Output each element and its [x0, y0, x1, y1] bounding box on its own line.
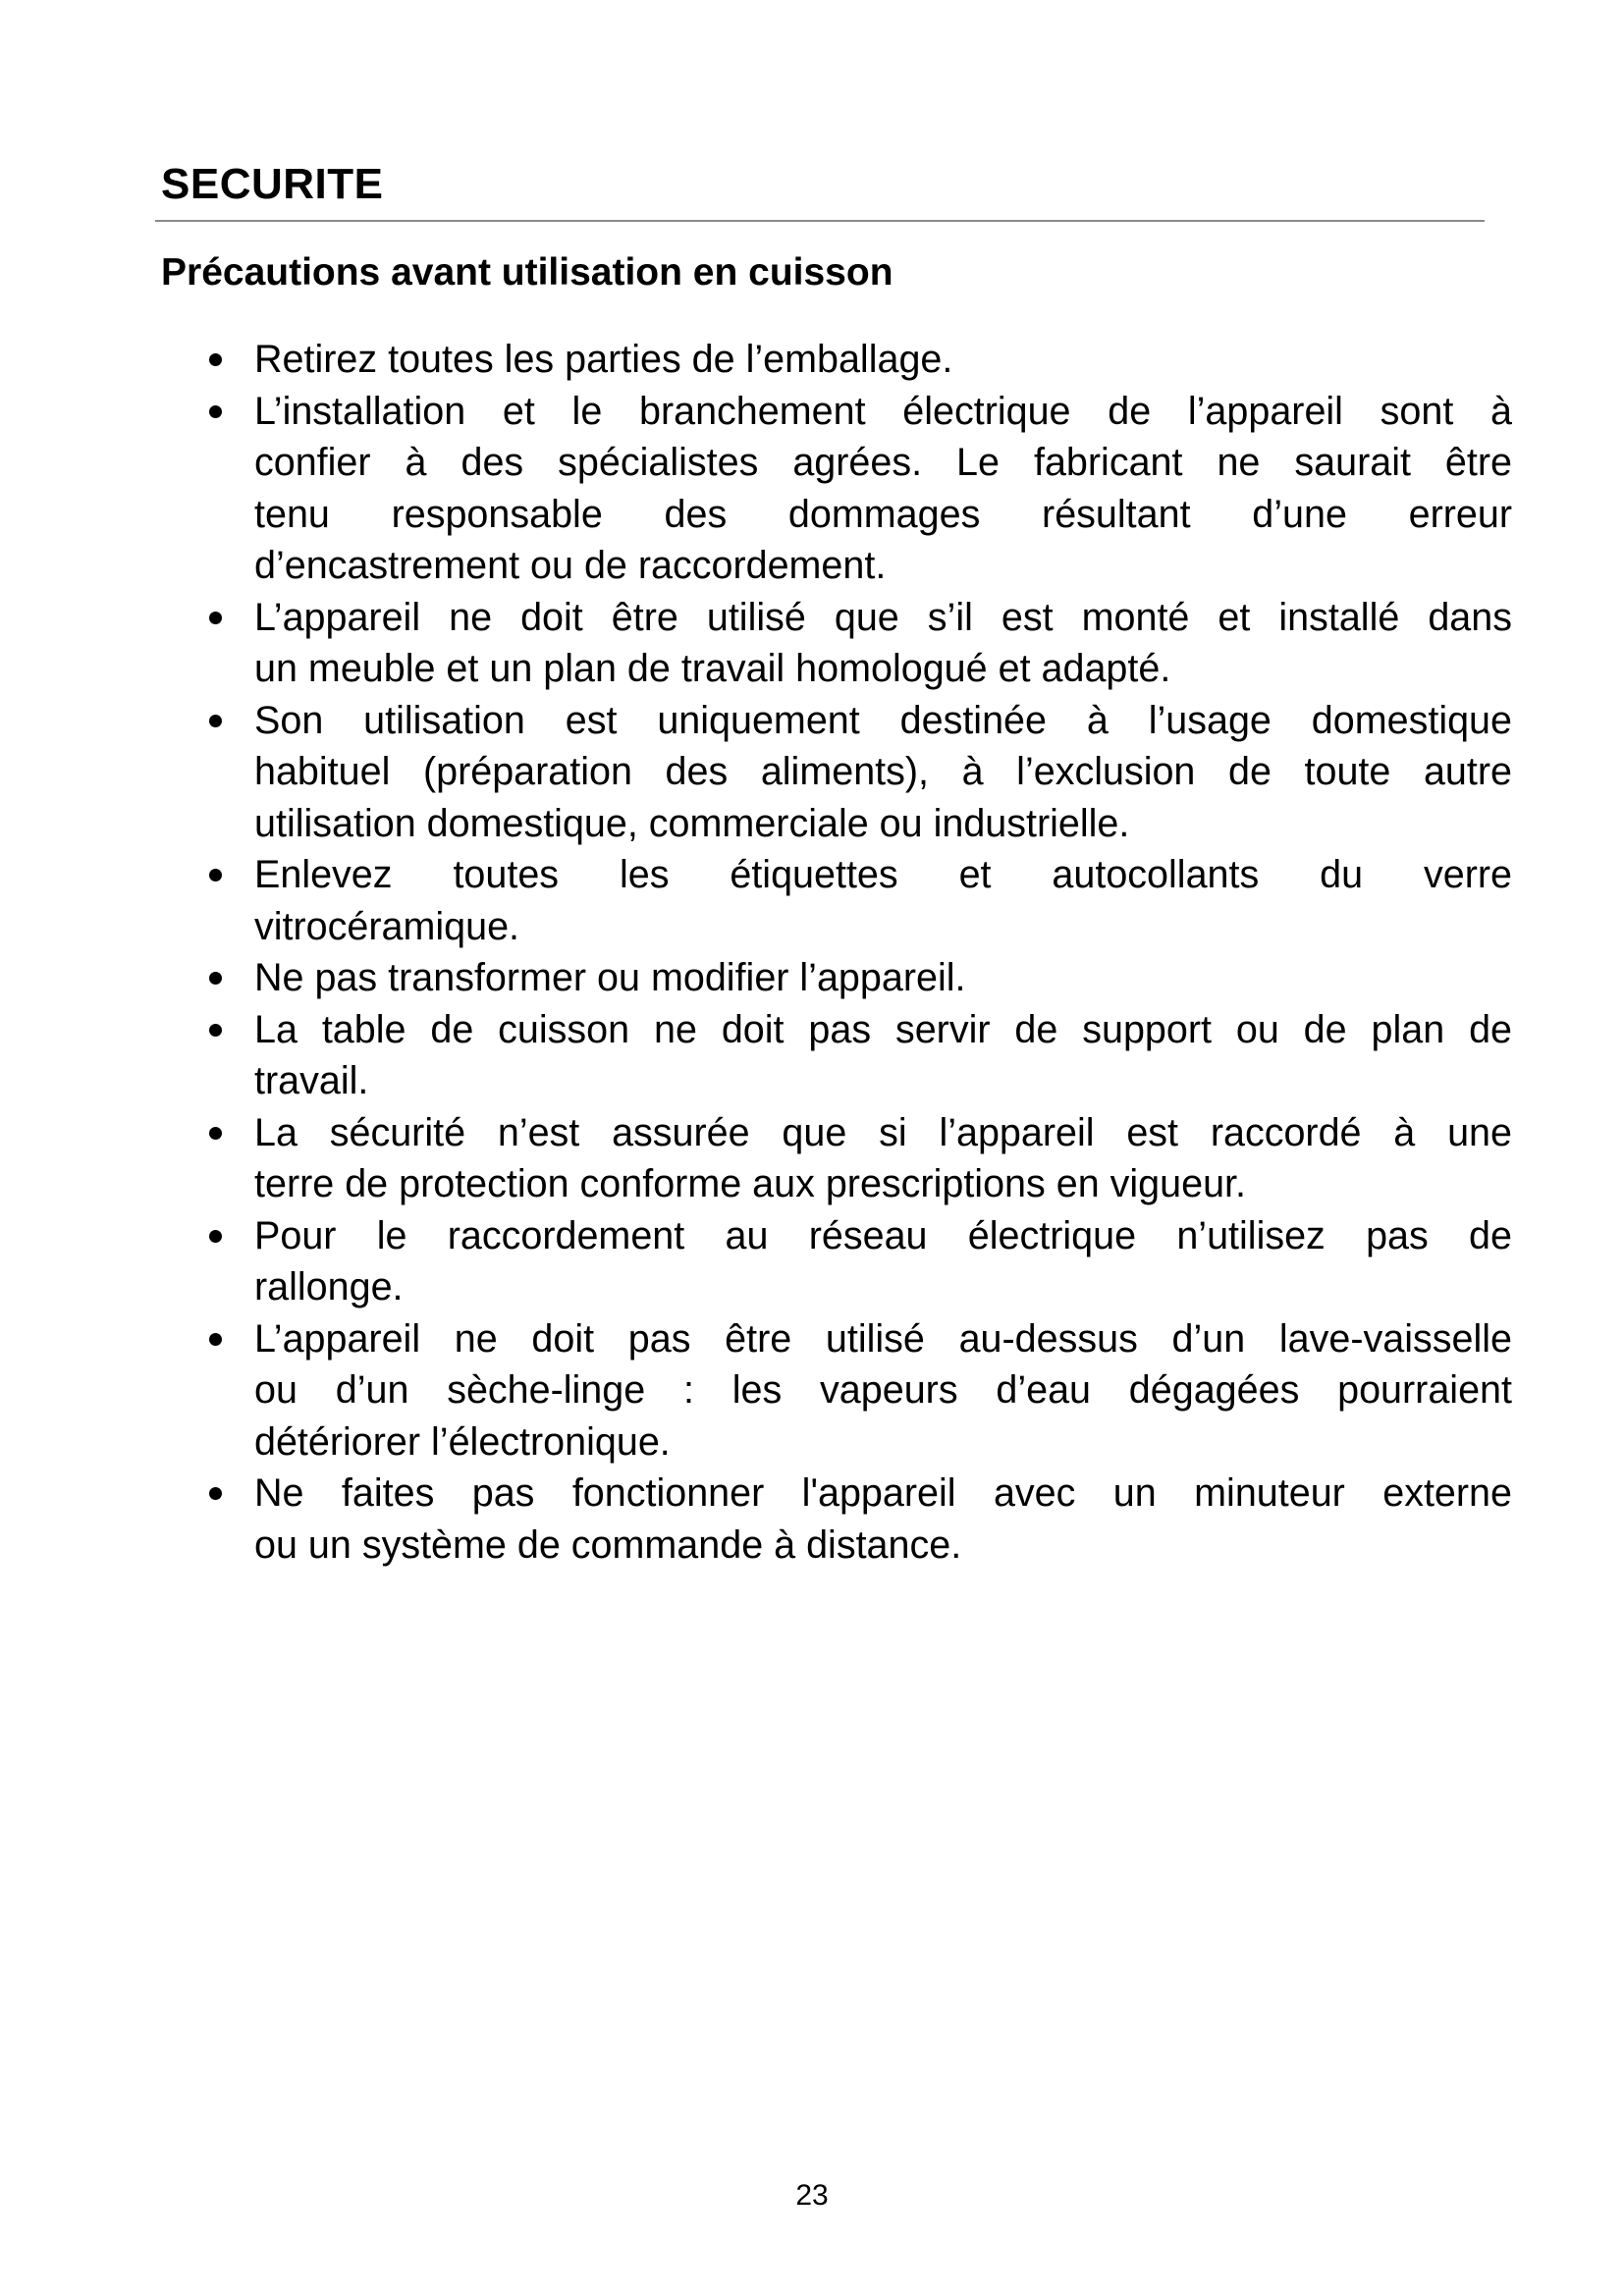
- bullet-icon: [209, 1333, 222, 1346]
- list-item-line: Enlevez toutes les étiquettes et autocollants du verre: [254, 853, 1512, 896]
- list-item: [196, 849, 1512, 952]
- section-header: [155, 159, 1485, 222]
- list-item: [196, 695, 1512, 850]
- list-item-line: confier à des spécialistes agrées. Le fabricant ne saurait être: [254, 441, 1512, 484]
- list-item-line: Son utilisation est uniquement destinée à l’usage domestique: [254, 698, 1512, 742]
- list-item-line: d’encastrement ou de raccordement.: [254, 544, 887, 587]
- section-title: SECURITE: [161, 160, 384, 208]
- list-item: [196, 386, 1512, 592]
- list-item: [196, 592, 1512, 695]
- bullet-icon: [209, 869, 222, 881]
- bullet-icon: [209, 1487, 222, 1500]
- bullet-icon: [209, 405, 222, 418]
- list-item-line: détériorer l’électronique.: [254, 1419, 671, 1464]
- list-item: [196, 1468, 1512, 1571]
- list-item-line: habituel (préparation des aliments), à l’exclusion de toute autre: [254, 750, 1512, 793]
- list-item-line: Pour le raccordement au réseau électrique n’utilisez pas de: [254, 1213, 1512, 1257]
- list-item: [196, 952, 1512, 1004]
- list-item-line: ou d’un sèche-linge : les vapeurs d’eau dégagées pourraient: [254, 1368, 1512, 1412]
- list-item-line: un meuble et un plan de travail homologué et adapté.: [254, 647, 1171, 690]
- list-item: [196, 1004, 1512, 1107]
- bullet-icon: [209, 715, 222, 727]
- list-item: [196, 1107, 1512, 1210]
- list-item-line: tenu responsable des dommages résultant d’une erreur: [254, 492, 1512, 536]
- page-number: 23: [795, 2179, 829, 2212]
- list-item-line: vitrocéramique.: [254, 904, 520, 948]
- list-item-line: Ne faites pas fonctionner l'appareil avec un minuteur externe: [254, 1471, 1512, 1515]
- list-item-line: L’installation et le branchement électrique de l’appareil sont à: [254, 389, 1512, 433]
- list-item-line: rallonge.: [254, 1265, 404, 1308]
- list-item-line: Retirez toutes les parties de l’emballage.: [254, 338, 953, 381]
- list-item-line: ou un système de commande à distance.: [254, 1522, 962, 1567]
- list-item: [196, 334, 1512, 386]
- bullet-icon: [209, 1230, 222, 1243]
- list-item-line: L’appareil ne doit être utilisé que s’il est monté et installé dans: [254, 595, 1512, 639]
- list-item-line: La table de cuisson ne doit pas servir de support ou de plan de: [254, 1007, 1512, 1051]
- bullet-icon: [209, 1127, 222, 1140]
- precautions-list: [196, 334, 1512, 1571]
- list-item-line: Ne pas transformer ou modifier l’appareil.: [254, 956, 966, 999]
- list-item-line: L’appareil ne doit pas être utilisé au-dessus d’un lave-vaisselle: [254, 1316, 1512, 1361]
- bullet-icon: [209, 1024, 222, 1037]
- bullet-icon: [209, 353, 222, 366]
- list-item-line: terre de protection conforme aux prescriptions en vigueur.: [254, 1162, 1246, 1205]
- bullet-icon: [209, 972, 222, 985]
- list-item-line: travail.: [254, 1059, 369, 1102]
- page-subtitle: Précautions avant utilisation en cuisson: [161, 251, 893, 294]
- bullet-icon: [209, 612, 222, 624]
- list-item-line: La sécurité n’est assurée que si l’appareil est raccordé à une: [254, 1110, 1512, 1154]
- list-item: [196, 1210, 1512, 1313]
- list-item-line: utilisation domestique, commerciale ou industrielle.: [254, 801, 1130, 845]
- list-item: [196, 1313, 1512, 1468]
